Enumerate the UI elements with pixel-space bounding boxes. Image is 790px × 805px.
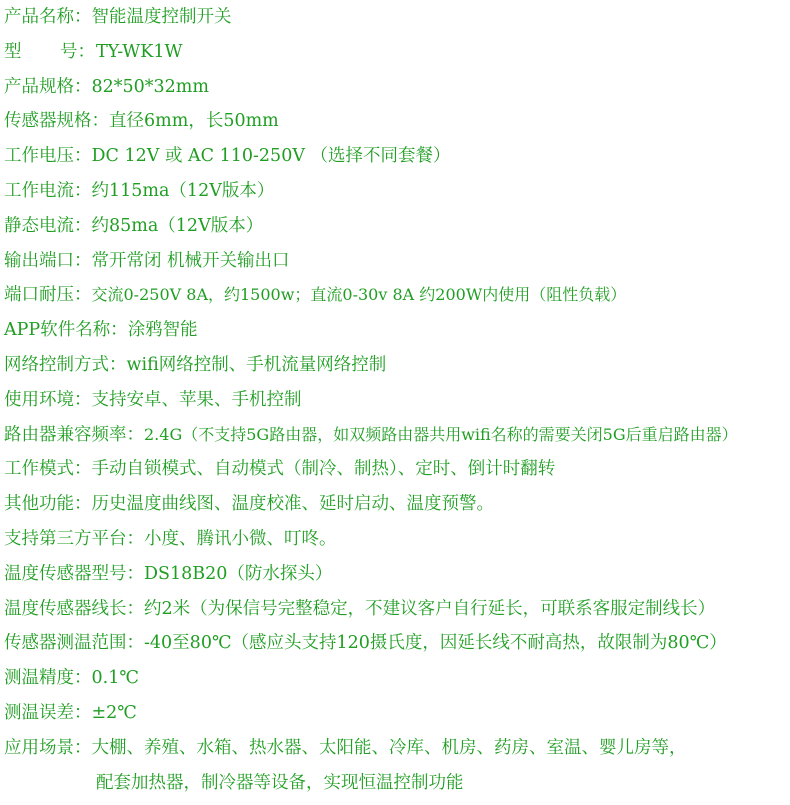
spec-value: 小度、腾讯小微、叮咚。 xyxy=(144,528,337,549)
spec-row-current xyxy=(4,174,790,209)
spec-label: 工作模式： xyxy=(4,459,92,480)
spec-row-sensor-model xyxy=(4,557,790,592)
spec-row-sensor-cable xyxy=(4,592,790,627)
spec-label: 温度传感器线长： xyxy=(4,598,144,619)
spec-value: 支持安卓、苹果、手机控制 xyxy=(91,389,302,410)
spec-row-precision xyxy=(4,661,790,696)
spec-value: 历史温度曲线图、温度校准、延时启动、温度预警。 xyxy=(91,494,494,515)
spec-label: 产品名称： xyxy=(4,7,92,27)
spec-label: 支持第三方平台： xyxy=(4,528,144,549)
spec-row-third-party xyxy=(4,522,790,557)
spec-row-application xyxy=(4,731,790,801)
spec-value: 约115ma（12V版本） xyxy=(91,180,275,201)
spec-label: 端口耐压： xyxy=(4,285,92,306)
spec-row-model xyxy=(4,35,790,70)
spec-label xyxy=(4,35,96,70)
spec-value: ±2℃ xyxy=(91,702,137,723)
spec-value: 智能温度控制开关 xyxy=(91,7,232,27)
spec-row-product-spec xyxy=(4,70,790,105)
spec-row-output-port xyxy=(4,244,790,279)
spec-value: 约2米（为保信号完整稳定，不建议客户自行延长，可联系客服定制线长） xyxy=(144,598,716,619)
spec-value: 手动自锁模式、自动模式（制冷、制热）、定时、倒计时翻转 xyxy=(91,459,556,480)
spec-label-part: 型 xyxy=(4,41,22,62)
spec-label: 传感器测温范围： xyxy=(4,633,144,654)
spec-value: -40至80℃（感应头支持120摄氏度，因延长线不耐高热，故限制为80℃） xyxy=(144,633,727,654)
spec-row-sensor-spec xyxy=(4,104,790,139)
spec-value: 约85ma（12V版本） xyxy=(91,215,264,236)
spec-value: 82*50*32mm xyxy=(91,76,209,97)
spec-row-router-frequency xyxy=(4,418,790,453)
spec-value: 大棚、养殖、水箱、热水器、太阳能、冷库、机房、药房、室温、婴儿房等， xyxy=(91,737,687,758)
spec-value: 常开常闭 机械开关输出口 xyxy=(91,250,290,271)
spec-label: 输出端口： xyxy=(4,250,92,271)
spec-label: 测温精度： xyxy=(4,668,92,689)
spec-label: 网络控制方式： xyxy=(4,354,127,375)
spec-label: 测温误差： xyxy=(4,702,92,723)
spec-value: 涂鸦智能 xyxy=(127,320,198,341)
spec-label: 静态电流： xyxy=(4,215,92,236)
spec-value-continuation: 配套加热器，制冷器等设备，实现恒温控制功能 xyxy=(96,772,464,793)
spec-row-temp-range xyxy=(4,626,790,661)
spec-value: 直径6mm，长50mm xyxy=(109,111,279,132)
spec-row-environment xyxy=(4,383,790,418)
spec-value: 交流0-250V 8A，约1500w；直流0-30v 8A 约200W内使用（阻性负载） xyxy=(91,285,627,305)
spec-value: 0.1℃ xyxy=(91,668,139,689)
spec-label: 应用场景： xyxy=(4,737,92,758)
spec-value: DC 12V 或 AC 110-250V （选择不同套餐） xyxy=(91,146,451,167)
spec-row-network-control xyxy=(4,348,790,383)
spec-value: DS18B20（防水探头） xyxy=(144,563,333,584)
spec-list xyxy=(4,0,790,800)
spec-value: TY-WK1W xyxy=(96,41,183,62)
spec-label: 路由器兼容频率： xyxy=(4,424,144,445)
spec-row-voltage xyxy=(4,139,790,174)
spec-label: 使用环境： xyxy=(4,389,92,410)
spec-row-product-name xyxy=(4,0,790,35)
spec-label: 温度传感器型号： xyxy=(4,563,144,584)
spec-value: 2.4G（不支持5G路由器，如双频路由器共用wifi名称的需要关闭5G后重启路由器） xyxy=(144,424,738,444)
spec-row-other-functions xyxy=(4,487,790,522)
spec-label: 产品规格： xyxy=(4,76,92,97)
spec-row-error xyxy=(4,696,790,731)
spec-row-work-mode xyxy=(4,452,790,487)
spec-value: wifi网络控制、手机流量网络控制 xyxy=(126,354,387,375)
spec-row-app-name xyxy=(4,313,790,348)
spec-label-part: 号： xyxy=(60,41,95,62)
spec-row-port-voltage xyxy=(4,278,790,313)
spec-label: 其他功能： xyxy=(4,494,92,515)
spec-row-static-current xyxy=(4,209,790,244)
spec-label: 工作电压： xyxy=(4,146,92,167)
spec-label: 工作电流： xyxy=(4,180,92,201)
spec-label: 传感器规格： xyxy=(4,111,109,132)
spec-label: APP软件名称： xyxy=(4,320,128,341)
